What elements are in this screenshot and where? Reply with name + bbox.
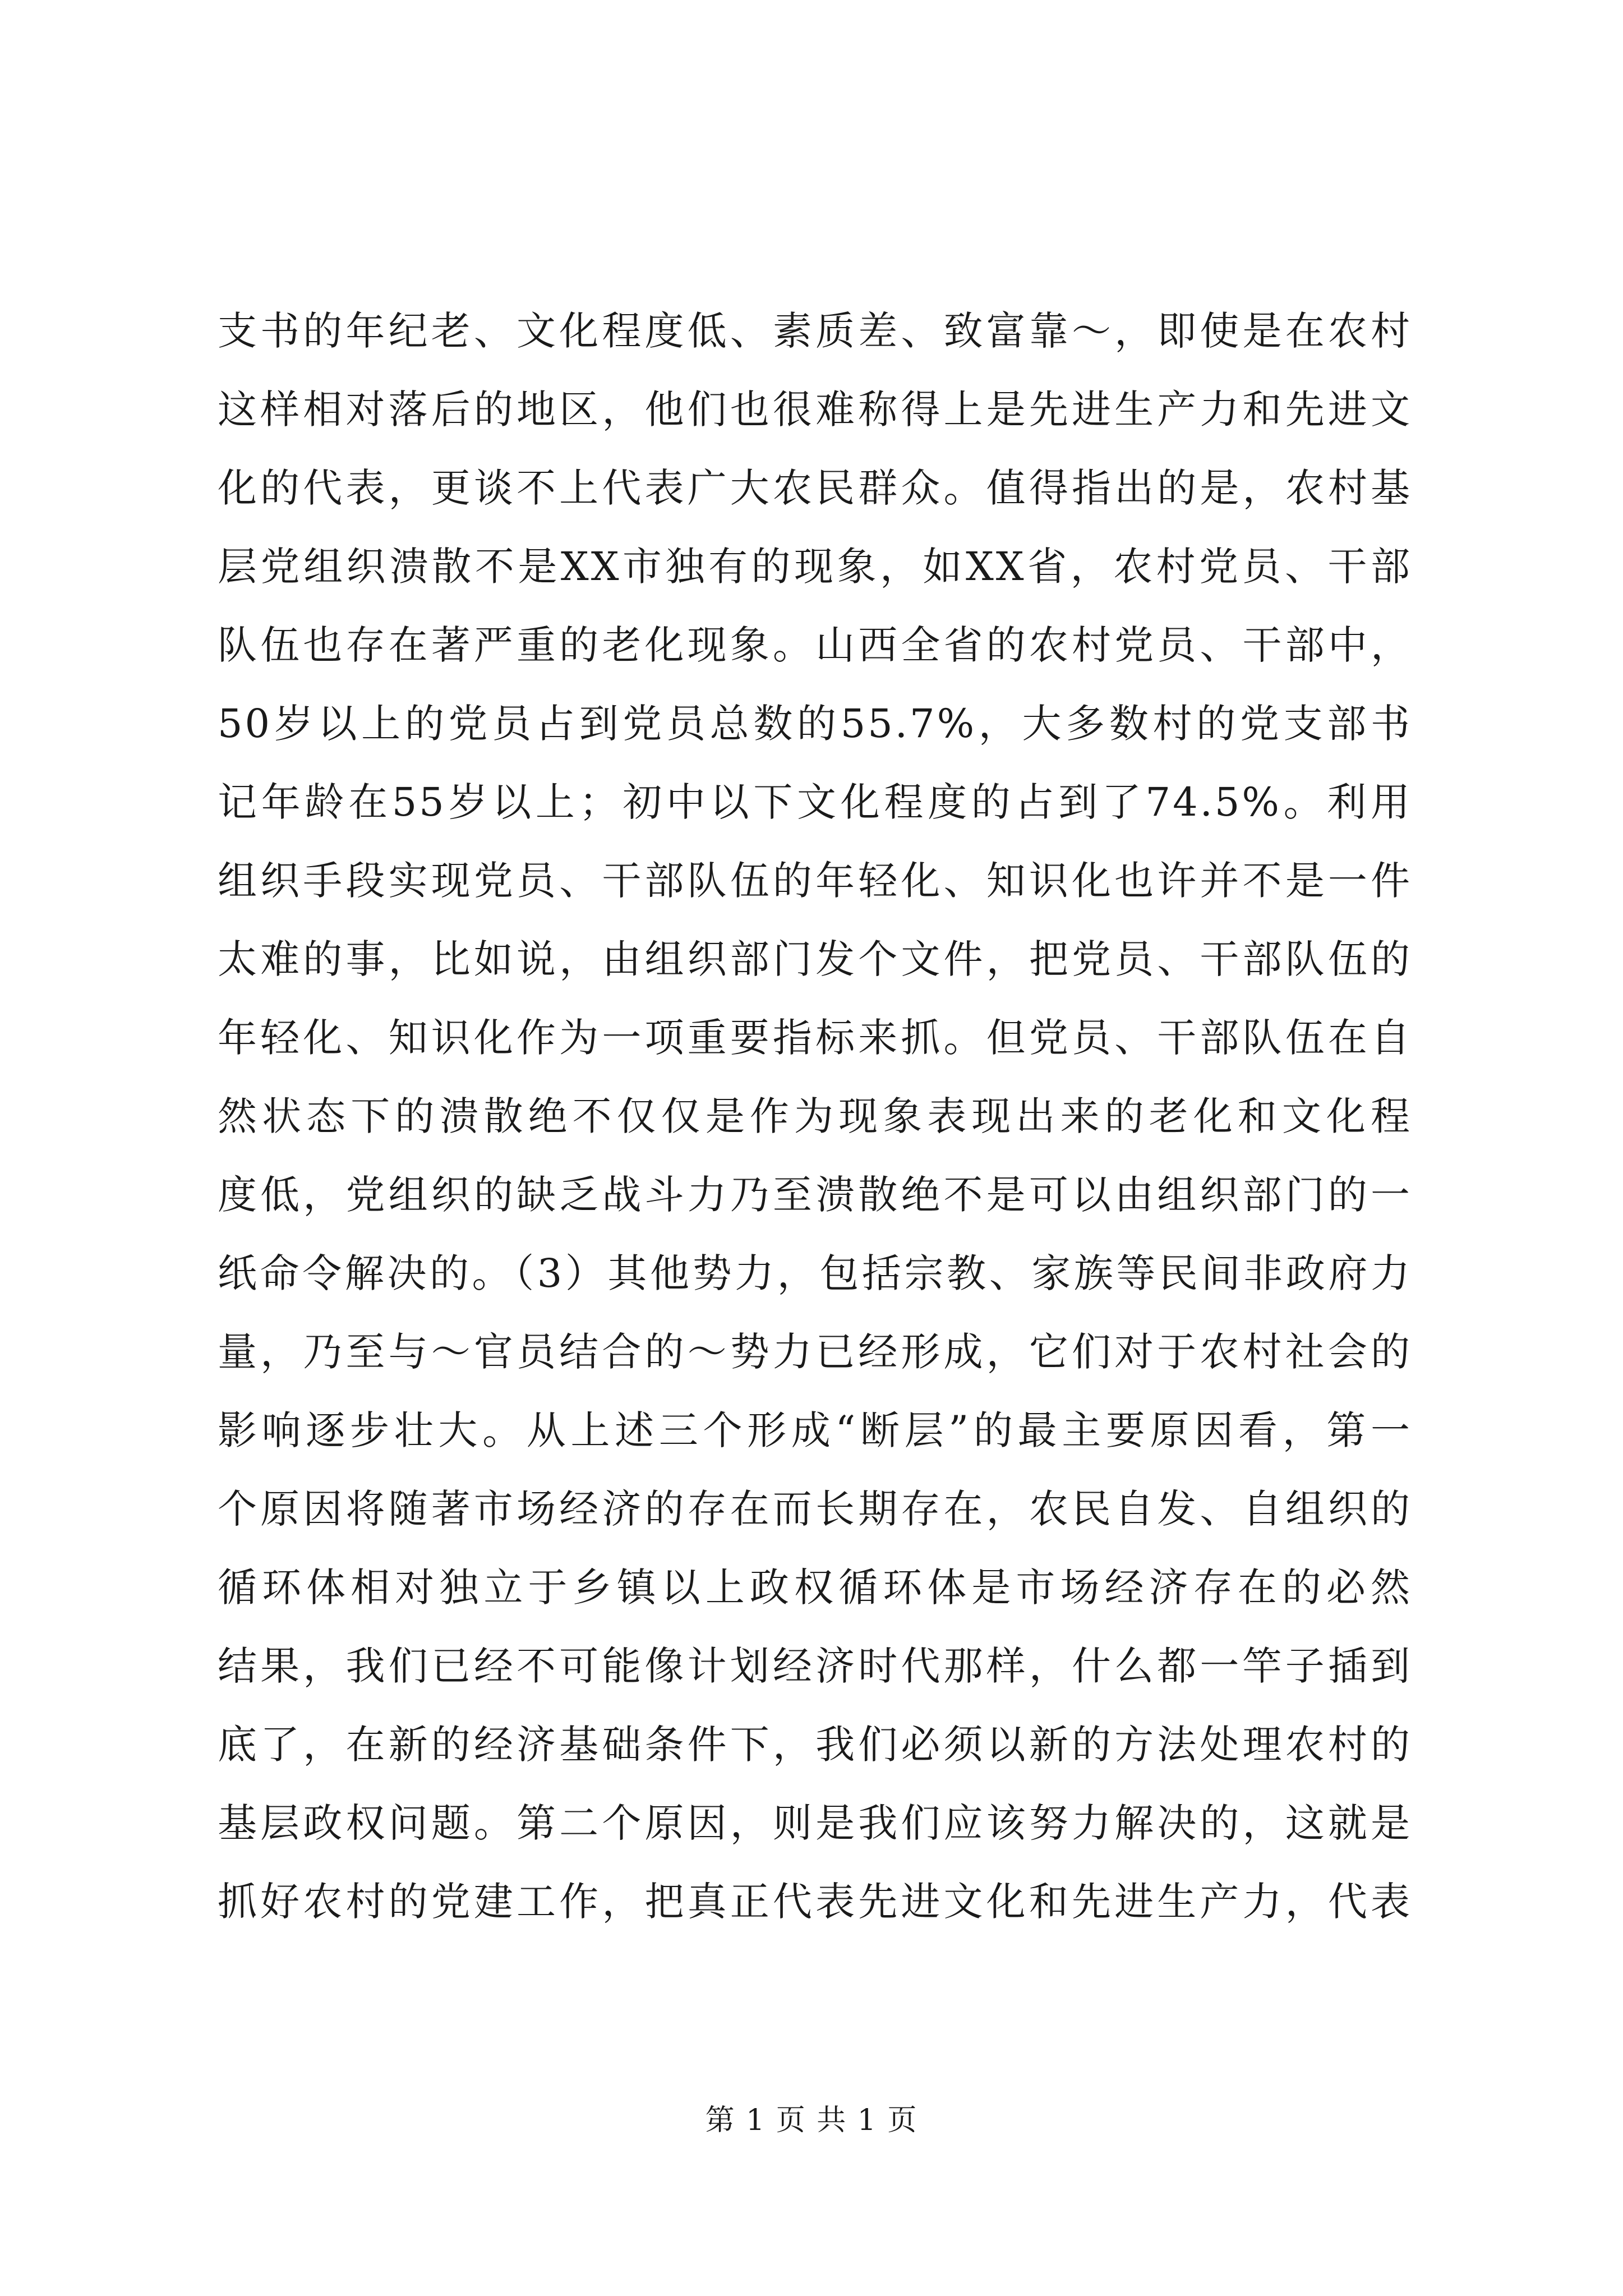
page-number-label: 第 1 页 共 1 页 [705, 2104, 918, 2137]
text-line: 这样相对落后的地区，他们也很难称得上是先进生产力和先进文 [218, 386, 1412, 432]
text-line: 量，乃至与～官员结合的～势力已经形成，它们对于农村社会的 [218, 1329, 1412, 1375]
text-line: 队伍也存在著严重的老化现象。山西全省的农村党员、干部中， [218, 622, 1412, 668]
text-line: 影响逐步壮大。从上述三个形成“断层”的最主要原因看，第一 [218, 1407, 1412, 1453]
body-text [218, 292, 1412, 1941]
text-line: 组织手段实现党员、干部队伍的年轻化、知识化也许并不是一件 [218, 858, 1412, 904]
text-line: 太难的事，比如说，由组织部门发个文件，把党员、干部队伍的 [218, 936, 1412, 982]
text-line: 年轻化、知识化作为一项重要指标来抓。但党员、干部队伍在自 [218, 1015, 1412, 1061]
text-line: 结果，我们已经不可能像计划经济时代那样，什么都一竿子插到 [218, 1643, 1412, 1689]
text-line: 然状态下的溃散绝不仅仅是作为现象表现出来的老化和文化程 [218, 1093, 1412, 1139]
text-line: 度低，党组织的缺乏战斗力乃至溃散绝不是可以由组织部门的一 [218, 1172, 1412, 1218]
text-line: 基层政权问题。第二个原因，则是我们应该努力解决的，这就是 [218, 1800, 1412, 1846]
text-line: 抓好农村的党建工作，把真正代表先进文化和先进生产力，代表 [218, 1879, 1412, 1925]
text-line: 底了，在新的经济基础条件下，我们必须以新的方法处理农村的 [218, 1722, 1412, 1768]
text-line: 纸命令解决的。（3）其他势力，包括宗教、家族等民间非政府力 [218, 1250, 1412, 1296]
text-line: 循环体相对独立于乡镇以上政权循环体是市场经济存在的必然 [218, 1565, 1412, 1611]
text-line: 记年龄在55岁以上；初中以下文化程度的占到了74.5%。利用 [218, 779, 1412, 825]
text-line: 50岁以上的党员占到党员总数的55.7%，大多数村的党支部书 [218, 701, 1412, 747]
text-line: 化的代表，更谈不上代表广大农民群众。值得指出的是，农村基 [218, 465, 1412, 511]
text-line: 层党组织溃散不是XX市独有的现象，如XX省，农村党员、干部 [218, 544, 1412, 590]
text-line: 个原因将随著市场经济的存在而长期存在，农民自发、自组织的 [218, 1486, 1412, 1532]
page-footer [0, 2101, 1623, 2140]
text-line: 支书的年纪老、文化程度低、素质差、致富靠～，即使是在农村 [218, 308, 1412, 354]
